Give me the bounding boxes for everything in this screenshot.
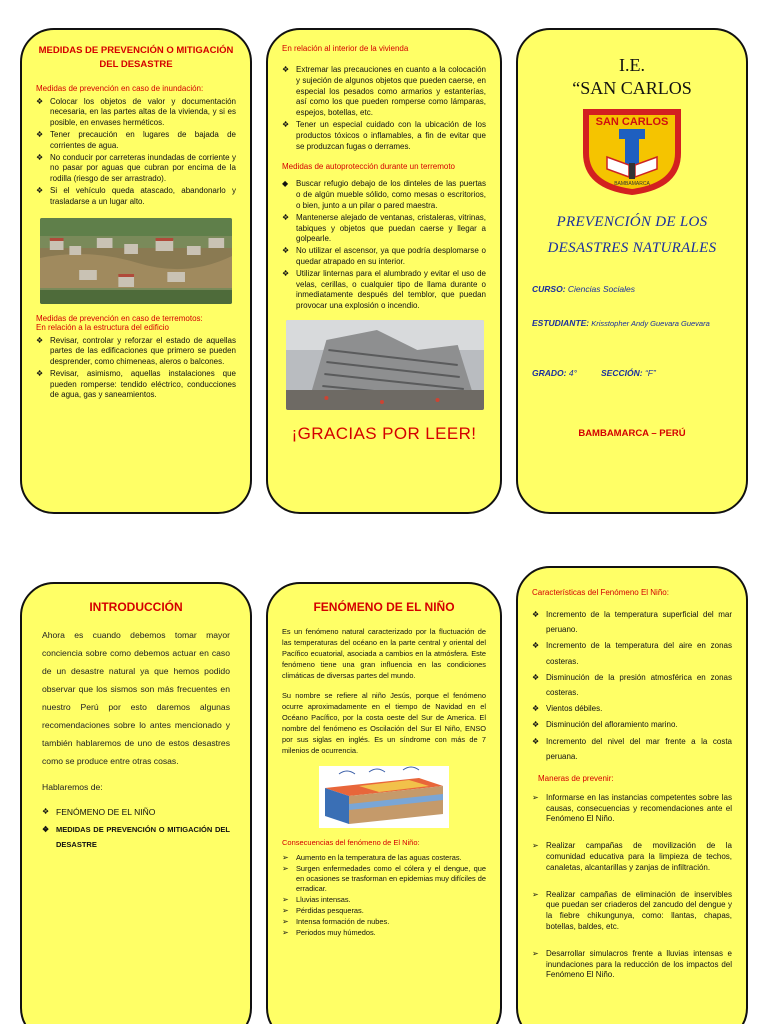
location-text: BAMBAMARCA – PERÚ bbox=[578, 427, 686, 439]
list-item: ➢ Realizar campañas de eliminación de inservibles que puedan ser criaderos del zancudo del dengue y la fiebre chikungunya, como: llantas, chapas, botellas, baldes, etc. bbox=[532, 889, 732, 932]
list-item: ❖ Revisar, asimismo, aquellas instalaciones que pueden romperse: tendido eléctrico, conducciones de agua, gas y saneamientos. bbox=[36, 368, 236, 400]
list-item: ❖ Disminución de la presión atmosférica en zonas costeras. bbox=[532, 672, 732, 697]
list-item: ➢ Lluvias intensas. bbox=[282, 895, 351, 905]
list-item: ➢ Desarrollar simulacros frente a lluvias intensas e inundaciones para la reducción de los impactos del Fenómeno El Niño. bbox=[532, 948, 732, 980]
list-item: ➢ Pérdidas pesqueras. bbox=[282, 906, 364, 916]
consequences-list bbox=[282, 853, 486, 938]
section-label: SECCIÓN: bbox=[601, 367, 643, 378]
list-item: ➢ Intensa formación de nubes. bbox=[282, 917, 390, 927]
list-item: ➢ Informarse en las instancias competentes sobre las causas, consecuencias y recomendaciones ante el Fenómeno El Niño. bbox=[532, 792, 732, 824]
intro-paragraph: Ahora es cuando debemos tomar mayor conciencia sobre como debemos actuar en caso de un desastre natural ya que hemos podido observar que los sismos son más frecuentes en nuestro Perú por esto daremos algunas recomendaciones sobre lo antes mencionado y también hablaremos de uno de estos desastres como se produce entre otras cosas. bbox=[42, 630, 230, 767]
grade-section-line bbox=[532, 368, 732, 378]
logo-text: SAN CARLOS bbox=[595, 116, 669, 128]
self-protection-list bbox=[282, 179, 486, 312]
course-value: Ciencias Sociales bbox=[567, 283, 635, 294]
list-item: ❖ Incremento del nivel del mar frente a la costa peruana. bbox=[532, 736, 732, 761]
list-item: ❖ Vientos débiles. bbox=[532, 704, 603, 714]
school-line1: I.E. bbox=[619, 55, 645, 75]
list-item: ◆ Buscar refugio debajo de los dinteles de las puertas o de algún mueble sólido, como mesas o escritorios, o bien, junto a un pilar o pared maestra. bbox=[282, 179, 486, 210]
list-item: ❖ Incremento de la temperatura superficial del mar peruano. bbox=[532, 610, 732, 635]
school-crest-logo bbox=[579, 105, 685, 197]
thanks-text: ¡GRACIAS POR LEER! bbox=[291, 423, 477, 443]
panel-earthquake-measures bbox=[266, 28, 502, 514]
student-line bbox=[532, 318, 732, 328]
school-line2: “SAN CARLOS bbox=[572, 77, 692, 98]
grade-value: 4° bbox=[568, 367, 577, 378]
logo-bottom-text: BAMBAMARCA bbox=[614, 181, 650, 187]
panel1-title: MEDIDAS DE PREVENCIÓN O MITIGACIÓN DEL DESASTRE bbox=[38, 45, 234, 70]
panel-el-nino bbox=[266, 582, 502, 1024]
topics-intro: Hablaremos de: bbox=[42, 782, 103, 793]
flood-photo bbox=[40, 218, 232, 304]
self-protection-heading: Medidas de autoprotección durante un terremoto bbox=[282, 162, 455, 172]
list-item: ➢ Realizar campañas de movilización de la comunidad educativa para la limpieza de techos, canaletas, alcantarillas y zanjas de infiltración. bbox=[532, 841, 732, 872]
panel-prevention-measures bbox=[20, 28, 252, 514]
list-item: ❖ Extremar las precauciones en cuanto a la colocación y sujeción de algunos objetos que pueden caerse, en especial los pesados como armarios y estanterías, así como los que pueden romperse como lámparas, espejos, botellas, etc. bbox=[282, 65, 486, 118]
panel-cover bbox=[516, 28, 748, 514]
list-item: ➢ Aumento en la temperatura de las aguas costeras. bbox=[282, 853, 462, 863]
interior-list bbox=[282, 65, 486, 152]
el-nino-para2: Su nombre se refiere al niño Jesús, porque el fenómeno ocurre aproximadamente en el tiempo de Navidad en el Océano Pacífico, por la costa oeste del Sur de America. El nombre del fenómeno es Oscilación del Sur El Niño, ENSO por sus siglas en inglés. Es un síndrome con más de 7 milenios de ocurrencia. bbox=[282, 690, 486, 756]
panel-introduction bbox=[20, 582, 252, 1024]
flood-heading: Medidas de prevención en caso de inundación: bbox=[36, 83, 204, 93]
list-item: ❖ Tener un especial cuidado con la ubicación de los productos tóxicos o inflamables, a fin de evitar que se produzcan fugas o derrames. bbox=[282, 119, 486, 151]
grade-label: GRADO: bbox=[532, 367, 567, 378]
list-item: ➢ Periodos muy húmedos. bbox=[282, 928, 376, 938]
list-item: ❖ Colocar los objetos de valor y documentación necesaria, en las partes altas de la vivienda, y si es posible, en envases herméticos. bbox=[36, 96, 236, 128]
intro-title: INTRODUCCIÓN bbox=[89, 600, 183, 614]
quake-heading: Medidas de prevención en caso de terremotos: bbox=[36, 313, 203, 323]
list-item: ❖ FENÓMENO DE EL NIÑO bbox=[42, 807, 156, 818]
collapsed-building-photo bbox=[286, 320, 484, 410]
list-item: ❖ MEDIDAS DE PREVENCIÓN O MITIGACIÓN DEL DESASTRE bbox=[42, 825, 230, 850]
course-line bbox=[532, 284, 732, 294]
el-nino-para1: Es un fenómeno natural caracterizado por la fluctuación de las temperaturas del océano en la parte central y oriental del Pacífico ecuatorial, asociada a cambios en la atmósfera. Este fenómeno tiene una gran influencia en las condiciones climáticas de diversas partes del mundo. bbox=[282, 627, 486, 681]
list-item: ❖ Revisar, controlar y reforzar el estado de aquellas partes de las edificaciones que primero se pueden desprender, como chimeneas, aleros o balcones. bbox=[36, 335, 236, 367]
characteristics-heading: Características del Fenómeno El Niño: bbox=[532, 588, 669, 597]
list-item: ❖ Disminución del afloramiento marino. bbox=[532, 720, 678, 730]
list-item: ❖ Tener precaución en lugares de bajada de corrientes de agua. bbox=[36, 129, 236, 150]
panel-characteristics bbox=[516, 566, 748, 1024]
prevent-heading: Maneras de prevenir: bbox=[538, 773, 614, 783]
list-item: ❖ No utilizar el ascensor, ya que podría desplomarse o quedar atrapado en su interior. bbox=[282, 246, 486, 266]
el-nino-title: FENÓMENO DE EL NIÑO bbox=[313, 600, 455, 614]
el-nino-diagram bbox=[319, 766, 449, 828]
quake-list bbox=[36, 336, 236, 402]
list-item: ❖ No conducir por carreteras inundadas de corriente y no pasar por aguas que cubran por encima de la rodilla (riesgo de ser arrastrado). bbox=[36, 152, 236, 184]
consequences-heading: Consecuencias del fenómeno de El Niño: bbox=[282, 838, 420, 848]
list-item: ➢ Surgen enfermedades como el cólera y el dengue, que en ocasiones se trasforman en epidemias muy difíciles de erradicar. bbox=[282, 864, 486, 894]
student-value: Krisstopher Andy Guevara Guevara bbox=[591, 318, 710, 328]
course-label: CURSO: bbox=[532, 283, 566, 294]
list-item: ❖ Si el vehículo queda atascado, abandonarlo y trasladarse a un lugar alto. bbox=[36, 185, 236, 206]
characteristics-list bbox=[532, 607, 732, 764]
list-item: ❖ Utilizar linternas para el alumbrado y evitar el uso de velas, cerillas, o cualquier tipo de llama durante o inmediatamente después del temblor, que puedan provocar una explosión o incendio. bbox=[282, 268, 486, 311]
list-item: ❖ Mantenerse alejado de ventanas, cristaleras, vitrinas, tabiques y objetos que puedan caerse y llegar a golpearle. bbox=[282, 212, 486, 244]
brochure-title: PREVENCIÓN DE LOS DESASTRES NATURALES bbox=[547, 214, 717, 257]
flood-list bbox=[36, 97, 236, 208]
interior-heading: En relación al interior de la vivienda bbox=[282, 44, 409, 53]
student-label: ESTUDIANTE: bbox=[532, 317, 590, 328]
list-item: ❖ Incremento de la temperatura del aire en zonas costeras. bbox=[532, 641, 732, 666]
topics-list bbox=[36, 804, 236, 852]
section-value: “F” bbox=[644, 367, 656, 378]
quake-subheading: En relación a la estructura del edificio bbox=[36, 322, 169, 332]
prevent-list bbox=[532, 793, 732, 981]
